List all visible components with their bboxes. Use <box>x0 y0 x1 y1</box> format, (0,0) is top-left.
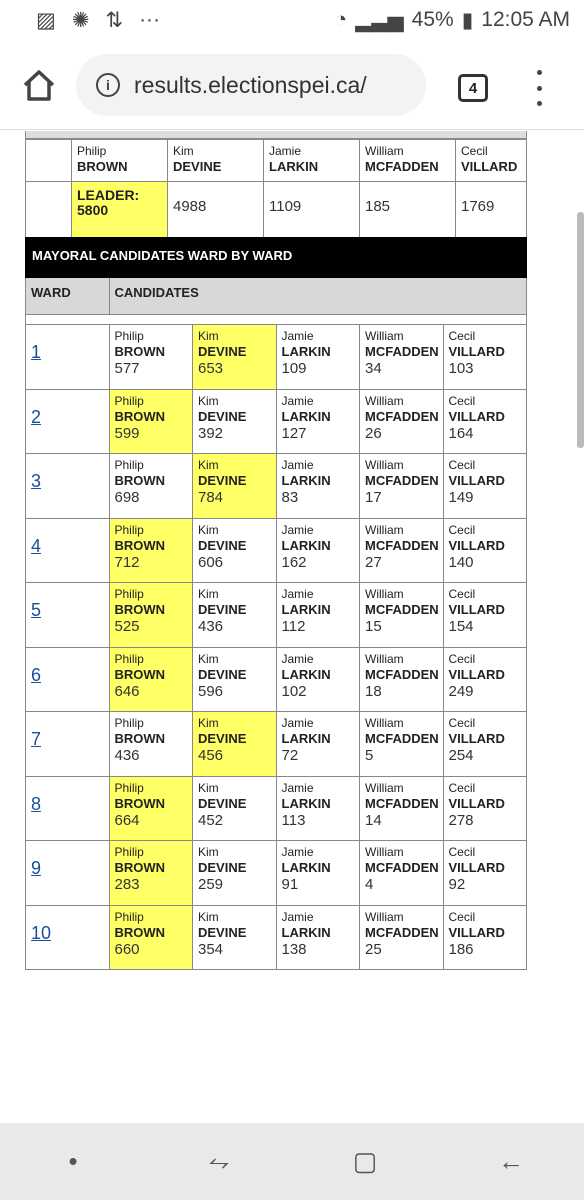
first-name: Cecil <box>448 651 476 666</box>
candidate-vote-cell <box>360 454 444 519</box>
ward-link[interactable]: 4 <box>31 535 42 556</box>
last-name: VILLARD <box>448 602 505 617</box>
ward-cell <box>26 389 110 454</box>
first-name: Philip <box>114 522 144 537</box>
first-name: Kim <box>198 909 219 924</box>
vote-count: 140 <box>448 553 474 571</box>
home-icon[interactable] <box>22 68 56 102</box>
ward-cell <box>26 325 110 390</box>
vote-count: 127 <box>281 424 307 442</box>
spacer <box>26 315 527 325</box>
vote-count: 784 <box>198 489 224 506</box>
last-name: BROWN <box>114 795 166 811</box>
vote-count: 91 <box>281 876 299 893</box>
candidate-vote-cell <box>276 905 360 970</box>
ward-link[interactable]: 7 <box>31 729 42 749</box>
candidate-vote-cell <box>193 647 277 712</box>
candidate-vote-cell <box>109 841 193 906</box>
candidate-vote-cell <box>360 325 444 390</box>
candidate-vote-cell <box>276 583 360 648</box>
last-name: LARKIN <box>281 473 331 488</box>
mayoral-ward-table <box>25 237 527 970</box>
first-name: William <box>365 716 404 730</box>
first-name: William <box>365 845 404 859</box>
vote-count: 4 <box>365 876 374 893</box>
last-name: DEVINE <box>198 860 247 875</box>
vote-count: 186 <box>448 940 474 958</box>
vote-count: 15 <box>365 618 382 635</box>
candidate-vote-cell <box>109 389 193 454</box>
last-name: BROWN <box>114 473 166 488</box>
ward-row <box>26 647 527 712</box>
address-bar[interactable] <box>76 54 426 116</box>
last-name: DEVINE <box>198 666 247 682</box>
last-name: VILLARD <box>448 860 505 875</box>
last-name: VILLARD <box>448 795 505 811</box>
candidate-vote-cell <box>193 454 277 519</box>
vote-count: 525 <box>114 618 140 635</box>
ward-row <box>26 583 527 648</box>
section-title: MAYORAL CANDIDATES WARD BY WARD <box>26 238 527 278</box>
first-name: William <box>365 458 404 472</box>
candidate-vote-cell <box>360 389 444 454</box>
vote-count: 25 <box>365 940 382 958</box>
candidate-vote-cell <box>109 454 193 519</box>
candidate-vote-cell <box>443 647 527 712</box>
dot-icon[interactable]: • <box>68 1146 78 1176</box>
ward-row <box>26 841 527 906</box>
ward-row <box>26 905 527 970</box>
vote-count: 452 <box>198 811 224 829</box>
first-name: Jamie <box>281 458 314 472</box>
back-icon[interactable]: ← <box>498 1146 524 1176</box>
first-name: Jamie <box>281 393 314 408</box>
vote-count: 712 <box>114 553 140 571</box>
candidate-vote-cell <box>276 841 360 906</box>
summary-total: 1769 <box>456 182 527 238</box>
ward-link[interactable]: 6 <box>31 664 42 685</box>
last-name: MCFADDEN <box>365 344 439 359</box>
ward-row <box>26 712 527 777</box>
column-header-candidates: CANDIDATES <box>109 278 527 315</box>
last-name: DEVINE <box>198 537 247 553</box>
ward-link[interactable]: 5 <box>31 600 42 620</box>
last-name: DEVINE <box>198 924 247 940</box>
candidate-vote-cell <box>360 518 444 583</box>
tab-switcher-button[interactable]: 4 <box>458 74 488 102</box>
vote-count: 164 <box>448 424 474 442</box>
first-name: Kim <box>198 845 219 859</box>
ward-row <box>26 389 527 454</box>
first-name: Jamie <box>281 909 314 924</box>
empty-cell <box>26 140 72 182</box>
ward-cell <box>26 712 110 777</box>
vote-count: 259 <box>198 876 224 893</box>
last-name: VILLARD <box>448 408 505 424</box>
ward-link[interactable]: 10 <box>31 922 52 943</box>
first-name: Jamie <box>281 329 314 343</box>
first-name: Cecil <box>448 458 476 472</box>
vote-count: 162 <box>281 553 307 571</box>
candidate-vote-cell <box>360 647 444 712</box>
last-name: LARKIN <box>281 795 331 811</box>
candidate-vote-cell <box>193 325 277 390</box>
last-name: MCFADDEN <box>365 537 439 553</box>
last-name: DEVINE <box>198 473 247 488</box>
vote-count: 254 <box>448 747 474 764</box>
first-name: Kim <box>198 651 219 666</box>
ward-cell <box>26 841 110 906</box>
ward-cell <box>26 905 110 970</box>
last-name: MCFADDEN <box>365 795 439 811</box>
candidate-vote-cell <box>276 712 360 777</box>
candidate-vote-cell <box>193 583 277 648</box>
candidate-vote-cell <box>109 776 193 841</box>
vote-count: 456 <box>198 747 224 764</box>
last-name: BROWN <box>114 666 166 682</box>
last-name: LARKIN <box>281 408 331 424</box>
vote-count: 154 <box>448 618 474 635</box>
system-nav-bar <box>0 1123 584 1200</box>
first-name: Philip <box>114 458 144 472</box>
vote-count: 138 <box>281 940 307 958</box>
recents-icon[interactable]: ⥊ <box>208 1145 230 1176</box>
status-bar <box>0 0 584 40</box>
first-name: Philip <box>114 716 144 730</box>
ward-row <box>26 454 527 519</box>
last-name: DEVINE <box>198 731 247 746</box>
empty-cell <box>26 182 72 238</box>
last-name: BROWN <box>114 731 166 746</box>
vote-count: 577 <box>114 360 140 377</box>
first-name: Cecil <box>448 329 476 343</box>
last-name: MCFADDEN <box>365 731 439 746</box>
first-name: Cecil <box>448 780 476 795</box>
vote-count: 17 <box>365 489 382 506</box>
header-remnant <box>25 131 527 139</box>
summary-total: 1109 <box>264 182 360 238</box>
last-name: VILLARD <box>448 666 505 682</box>
first-name: Kim <box>198 716 219 730</box>
summary-candidate: Philip BROWN <box>72 140 168 182</box>
cbc-icon: ✺ <box>71 8 90 32</box>
candidate-vote-cell <box>193 841 277 906</box>
first-name: Philip <box>114 780 144 795</box>
first-name: Jamie <box>281 651 314 666</box>
vote-count: 436 <box>114 747 140 764</box>
candidate-vote-cell <box>193 389 277 454</box>
battery-percent: 45% <box>411 8 454 31</box>
candidate-vote-cell <box>443 389 527 454</box>
first-name: William <box>365 393 404 408</box>
first-name: Philip <box>114 845 144 859</box>
first-name: Philip <box>114 329 144 343</box>
vote-count: 249 <box>448 682 474 700</box>
last-name: VILLARD <box>448 924 505 940</box>
ward-cell <box>26 776 110 841</box>
summary-total: 185 <box>360 182 456 238</box>
first-name: William <box>365 329 404 343</box>
ward-link[interactable]: 2 <box>31 406 42 427</box>
vote-count: 112 <box>281 618 306 635</box>
vote-count: 660 <box>114 940 140 958</box>
last-name: LARKIN <box>281 666 331 682</box>
candidate-vote-cell <box>360 583 444 648</box>
last-name: DEVINE <box>198 344 247 359</box>
vote-count: 599 <box>114 424 140 442</box>
vote-count: 149 <box>448 489 474 506</box>
last-name: LARKIN <box>281 537 331 553</box>
browser-toolbar <box>0 40 584 130</box>
last-name: MCFADDEN <box>365 666 439 682</box>
last-name: LARKIN <box>281 731 331 746</box>
last-name: BROWN <box>114 860 166 875</box>
vote-count: 392 <box>198 424 224 442</box>
vote-count: 354 <box>198 940 224 958</box>
sync-icon: ⇅ <box>105 8 124 32</box>
vote-count: 664 <box>114 811 140 829</box>
clock: 12:05 AM <box>481 8 570 31</box>
ward-link[interactable]: 3 <box>31 471 42 491</box>
candidate-vote-cell <box>276 325 360 390</box>
ward-link[interactable]: 1 <box>31 342 42 362</box>
first-name: Cecil <box>448 909 476 924</box>
first-name: William <box>365 651 404 666</box>
vote-count: 653 <box>198 360 224 377</box>
last-name: LARKIN <box>281 860 331 875</box>
candidate-vote-cell <box>360 841 444 906</box>
summary-candidate: Kim DEVINE <box>168 140 264 182</box>
candidate-vote-cell <box>443 712 527 777</box>
last-name: MCFADDEN <box>365 408 439 424</box>
vote-count: 72 <box>281 747 299 764</box>
first-name: Jamie <box>281 587 314 601</box>
vote-count: 18 <box>365 682 382 700</box>
last-name: MCFADDEN <box>365 860 439 875</box>
last-name: BROWN <box>114 924 166 940</box>
candidate-vote-cell <box>109 325 193 390</box>
first-name: Philip <box>114 909 144 924</box>
scrollbar-thumb[interactable] <box>577 212 584 448</box>
last-name: MCFADDEN <box>365 924 439 940</box>
url-text: results.electionspei.ca/ <box>134 71 367 98</box>
candidate-vote-cell <box>109 583 193 648</box>
last-name: LARKIN <box>281 924 331 940</box>
first-name: William <box>365 587 404 601</box>
first-name: Philip <box>114 587 144 601</box>
last-name: MCFADDEN <box>365 473 439 488</box>
first-name: Jamie <box>281 716 314 730</box>
candidate-vote-cell <box>193 776 277 841</box>
candidate-vote-cell <box>443 518 527 583</box>
candidate-vote-cell <box>276 454 360 519</box>
vote-count: 92 <box>448 876 466 893</box>
candidate-vote-cell <box>443 841 527 906</box>
wifi-icon: ◔ <box>334 8 348 31</box>
info-icon[interactable]: i <box>96 73 120 97</box>
last-name: VILLARD <box>448 473 505 488</box>
last-name: VILLARD <box>448 344 505 359</box>
candidate-vote-cell <box>360 776 444 841</box>
first-name: Kim <box>198 393 219 408</box>
candidate-vote-cell <box>360 905 444 970</box>
vote-count: 596 <box>198 682 224 700</box>
candidate-vote-cell <box>193 518 277 583</box>
home-nav-icon[interactable]: ▢ <box>352 1146 378 1176</box>
first-name: William <box>365 909 404 924</box>
vote-count: 646 <box>114 682 140 700</box>
mayor-summary-table <box>25 139 527 238</box>
last-name: DEVINE <box>198 602 247 617</box>
last-name: VILLARD <box>448 731 505 746</box>
vote-count: 698 <box>114 489 140 506</box>
candidate-vote-cell <box>443 583 527 648</box>
candidate-vote-cell <box>109 518 193 583</box>
last-name: BROWN <box>114 408 166 424</box>
candidate-vote-cell <box>109 712 193 777</box>
page-content[interactable] <box>0 131 584 1123</box>
first-name: Jamie <box>281 780 314 795</box>
column-header-ward: WARD <box>26 278 110 315</box>
vote-count: 109 <box>281 360 307 377</box>
summary-candidate: William MCFADDEN <box>360 140 456 182</box>
first-name: Kim <box>198 329 219 343</box>
vote-count: 103 <box>448 360 474 377</box>
summary-candidate: Cecil VILLARD <box>456 140 527 182</box>
vote-count: 436 <box>198 618 224 635</box>
vote-count: 606 <box>198 553 224 571</box>
first-name: Jamie <box>281 845 314 859</box>
vote-count: 5 <box>365 747 374 764</box>
ward-row <box>26 325 527 390</box>
candidate-vote-cell <box>443 905 527 970</box>
ward-row <box>26 518 527 583</box>
last-name: BROWN <box>114 344 166 359</box>
first-name: Philip <box>114 393 144 408</box>
last-name: DEVINE <box>198 795 247 811</box>
battery-icon: ▮ <box>461 8 474 32</box>
vote-count: 278 <box>448 811 474 829</box>
last-name: VILLARD <box>448 537 505 553</box>
ward-cell <box>26 518 110 583</box>
signal-icon: ▂▃▅ <box>355 8 404 32</box>
first-name: Kim <box>198 458 219 472</box>
summary-candidate: Jamie LARKIN <box>264 140 360 182</box>
vote-count: 283 <box>114 876 140 893</box>
vote-count: 102 <box>281 682 307 700</box>
candidate-vote-cell <box>443 325 527 390</box>
gallery-icon: ▨ <box>36 8 56 32</box>
first-name: Kim <box>198 587 219 601</box>
ward-cell <box>26 583 110 648</box>
last-name: DEVINE <box>198 408 247 424</box>
candidate-vote-cell <box>193 712 277 777</box>
candidate-vote-cell <box>276 647 360 712</box>
vote-count: 14 <box>365 811 382 829</box>
first-name: Cecil <box>448 587 476 601</box>
last-name: LARKIN <box>281 344 331 359</box>
summary-leader-cell: LEADER: 5800 <box>72 182 168 238</box>
vote-count: 27 <box>365 553 382 571</box>
candidate-vote-cell <box>360 712 444 777</box>
candidate-vote-cell <box>443 776 527 841</box>
first-name: William <box>365 780 404 795</box>
candidate-vote-cell <box>276 518 360 583</box>
candidate-vote-cell <box>276 776 360 841</box>
last-name: MCFADDEN <box>365 602 439 617</box>
ward-row <box>26 776 527 841</box>
last-name: BROWN <box>114 537 166 553</box>
first-name: Philip <box>114 651 144 666</box>
first-name: Cecil <box>448 522 476 537</box>
vote-count: 113 <box>281 811 306 829</box>
vote-count: 34 <box>365 360 382 377</box>
ward-cell <box>26 454 110 519</box>
last-name: BROWN <box>114 602 166 617</box>
vote-count: 83 <box>281 489 299 506</box>
first-name: William <box>365 522 404 537</box>
first-name: Cecil <box>448 393 476 408</box>
candidate-vote-cell <box>443 454 527 519</box>
first-name: Cecil <box>448 845 476 859</box>
candidate-vote-cell <box>109 905 193 970</box>
candidate-vote-cell <box>276 389 360 454</box>
overflow-menu-icon[interactable] <box>530 70 548 106</box>
first-name: Kim <box>198 522 219 537</box>
summary-total: 4988 <box>168 182 264 238</box>
first-name: Cecil <box>448 716 476 730</box>
more-notifications: ··· <box>139 8 161 31</box>
candidate-vote-cell <box>109 647 193 712</box>
last-name: LARKIN <box>281 602 331 617</box>
ward-cell <box>26 647 110 712</box>
candidate-vote-cell <box>193 905 277 970</box>
first-name: Jamie <box>281 522 314 537</box>
vote-count: 26 <box>365 424 382 442</box>
first-name: Kim <box>198 780 219 795</box>
ward-link[interactable]: 8 <box>31 793 42 814</box>
ward-link[interactable]: 9 <box>31 858 42 878</box>
